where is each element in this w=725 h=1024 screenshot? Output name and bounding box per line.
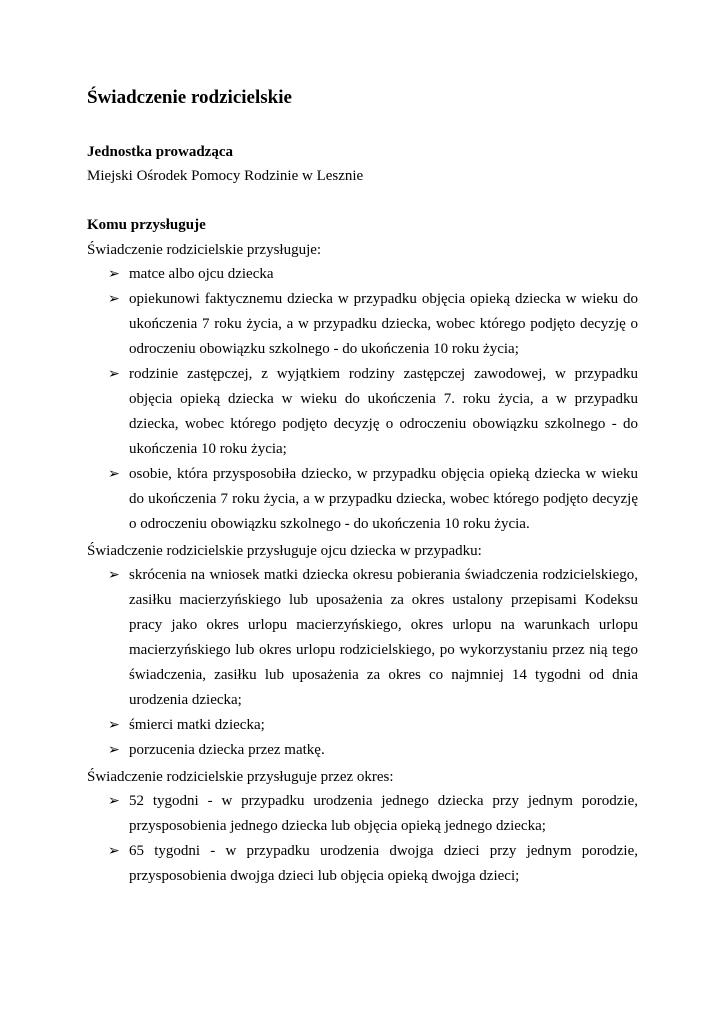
arrow-bullet-icon: ➢ <box>108 843 120 859</box>
unit-name: Miejski Ośrodek Pomocy Rodzinie w Lesznie <box>87 168 364 184</box>
list-item <box>0 362 725 462</box>
arrow-bullet-icon: ➢ <box>108 717 120 733</box>
list-item <box>0 287 725 362</box>
list-item-text: 52 tygodni - w przypadku urodzenia jednego dziecka przy jednym porodzie, przysposobienia jednego dziecka lub objęcia opieką jednego dziecka; <box>129 793 638 834</box>
arrow-bullet-icon: ➢ <box>108 366 120 382</box>
list-item-text: 65 tygodni - w przypadku urodzenia dwojga dzieci przy jednym porodzie, przysposobienia dwojga dzieci lub objęcia opieką dwojga dzieci; <box>129 843 638 884</box>
list-item <box>0 839 725 889</box>
list-item <box>0 563 725 713</box>
arrow-bullet-icon: ➢ <box>108 466 120 482</box>
period-list <box>0 789 725 889</box>
arrow-bullet-icon: ➢ <box>108 567 120 583</box>
list-item <box>0 789 725 839</box>
document-title: Świadczenie rodzicielskie <box>87 87 292 108</box>
eligibility-intro: Świadczenie rodzicielskie przysługuje: <box>87 242 322 258</box>
list-item <box>0 738 725 763</box>
unit-heading: Jednostka prowadząca <box>87 144 233 160</box>
list-item-text: skrócenia na wniosek matki dziecka okresu pobierania świadczenia rodzicielskiego, zasiłku macierzyńskiego lub uposażenia za okres ustalony przepisami Kodeksu pracy jako okres urlopu macierzyńskiego, okres urlopu na warunkach urlopu macierzyńskiego lub okres urlopu rodzicielskiego, po wykorzystaniu przez nią tego świadczenia, zasiłku lub uposażenia za okres co najmniej 14 tygodni od dnia urodzenia dziecka; <box>129 567 638 708</box>
list-item-text: śmierci matki dziecka; <box>129 717 265 733</box>
list-item <box>0 713 725 738</box>
arrow-bullet-icon: ➢ <box>108 266 120 282</box>
arrow-bullet-icon: ➢ <box>108 291 120 307</box>
list-item-text: matce albo ojcu dziecka <box>129 266 274 282</box>
father-list <box>0 563 725 763</box>
eligibility-list <box>0 262 725 537</box>
period-intro: Świadczenie rodzicielskie przysługuje przez okres: <box>87 769 394 785</box>
father-intro: Świadczenie rodzicielskie przysługuje ojcu dziecka w przypadku: <box>87 543 482 559</box>
arrow-bullet-icon: ➢ <box>108 793 120 809</box>
list-item <box>0 262 725 287</box>
list-item <box>0 462 725 537</box>
list-item-text: porzucenia dziecka przez matkę. <box>129 742 325 758</box>
arrow-bullet-icon: ➢ <box>108 742 120 758</box>
list-item-text: rodzinie zastępczej, z wyjątkiem rodziny zastępczej zawodowej, w przypadku objęcia opieką dziecka w wieku do ukończenia 7. roku życia, a w przypadku dziecka, wobec którego podjęto decyzję o odroczeniu obowiązku szkolnego - do ukończenia 10 roku życia; <box>129 366 638 457</box>
eligibility-heading: Komu przysługuje <box>87 217 206 233</box>
list-item-text: opiekunowi faktycznemu dziecka w przypadku objęcia opieką dziecka w wieku do ukończenia 7 roku życia, a w przypadku dziecka, wobec którego podjęto decyzję o odroczeniu obowiązku szkolnego - do ukończenia 10 roku życia; <box>129 291 638 357</box>
list-item-text: osobie, która przysposobiła dziecko, w przypadku objęcia opieką dziecka w wieku do ukończenia 7 roku życia, a w przypadku dziecka, wobec którego podjęto decyzję o odroczeniu obowiązku szkolnego - do ukończenia 10 roku życia. <box>129 466 638 532</box>
